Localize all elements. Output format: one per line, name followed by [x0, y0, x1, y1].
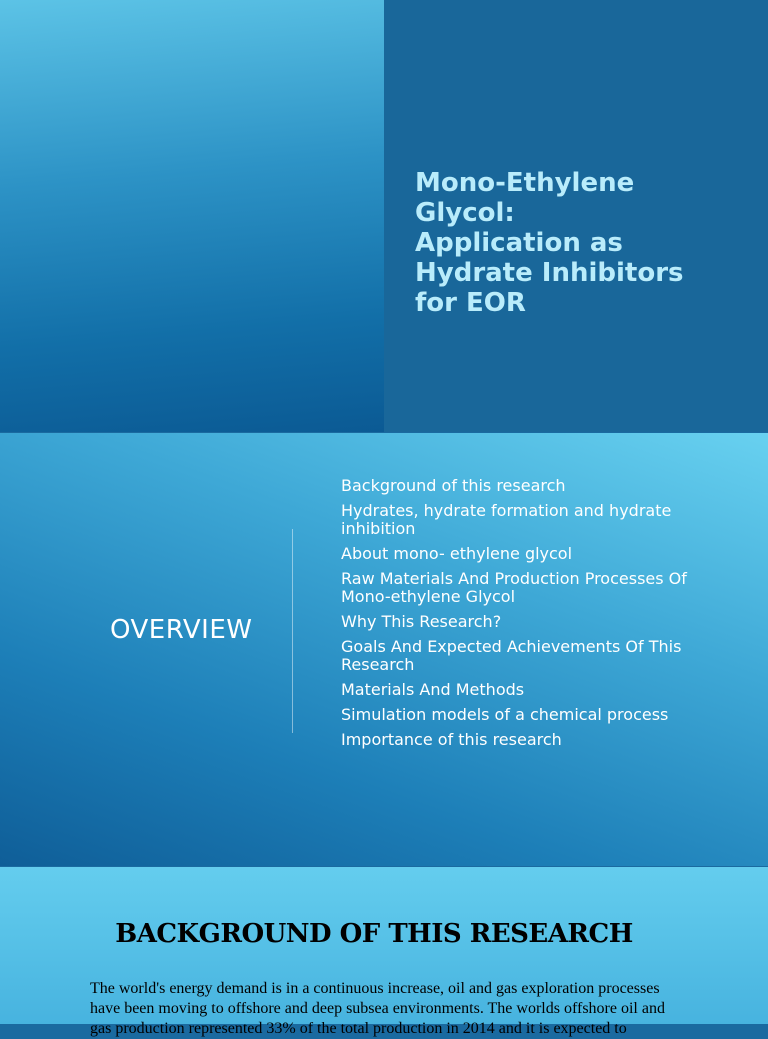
title-line: Glycol:: [415, 198, 515, 228]
list-item-text: Background of this research: [341, 476, 566, 495]
list-item-text: Hydrates, hydrate formation and hydrate inhibition: [341, 501, 672, 538]
background-title: BACKGROUND OF THIS RESEARCH: [115, 919, 633, 949]
presentation-title: [415, 168, 745, 318]
list-item-text: Simulation models of a chemical process: [341, 705, 669, 724]
overview-divider: [292, 529, 293, 733]
list-item: [318, 502, 718, 538]
title-slide: [0, 0, 768, 432]
overview-slide: [0, 433, 768, 866]
list-item-text: Importance of this research: [341, 730, 562, 749]
background-slide: [0, 867, 768, 1037]
list-item: [318, 706, 718, 724]
list-item: [318, 477, 718, 495]
title-line: Mono-Ethylene: [415, 168, 635, 198]
list-item: [318, 570, 718, 606]
list-item: [318, 545, 718, 563]
list-item-text: Raw Materials And Production Processes Of Mono-ethylene Glycol: [341, 569, 687, 606]
list-item-text: About mono- ethylene glycol: [341, 544, 573, 563]
title-line: Hydrate Inhibitors: [415, 258, 684, 288]
title-slide-gradient-panel: [0, 0, 384, 432]
title-line: for EOR: [415, 288, 526, 318]
list-item: [318, 681, 718, 699]
list-item-text: Goals And Expected Achievements Of This Research: [341, 637, 682, 674]
list-item-text: Materials And Methods: [341, 680, 525, 699]
list-item: [318, 638, 718, 674]
list-item: [318, 613, 718, 631]
overview-title: OVERVIEW: [110, 615, 253, 645]
title-line: Application as: [415, 228, 623, 258]
background-paragraph: The world's energy demand is in a continuous increase, oil and gas exploration processes have been moving to offshore and deep subsea environments. The worlds offshore oil and gas production represented 33% of the total production in 2014 and it is expected to: [90, 980, 665, 1037]
list-item-text: Why This Research?: [341, 612, 502, 631]
overview-list: [318, 477, 718, 756]
list-item: [318, 731, 718, 749]
